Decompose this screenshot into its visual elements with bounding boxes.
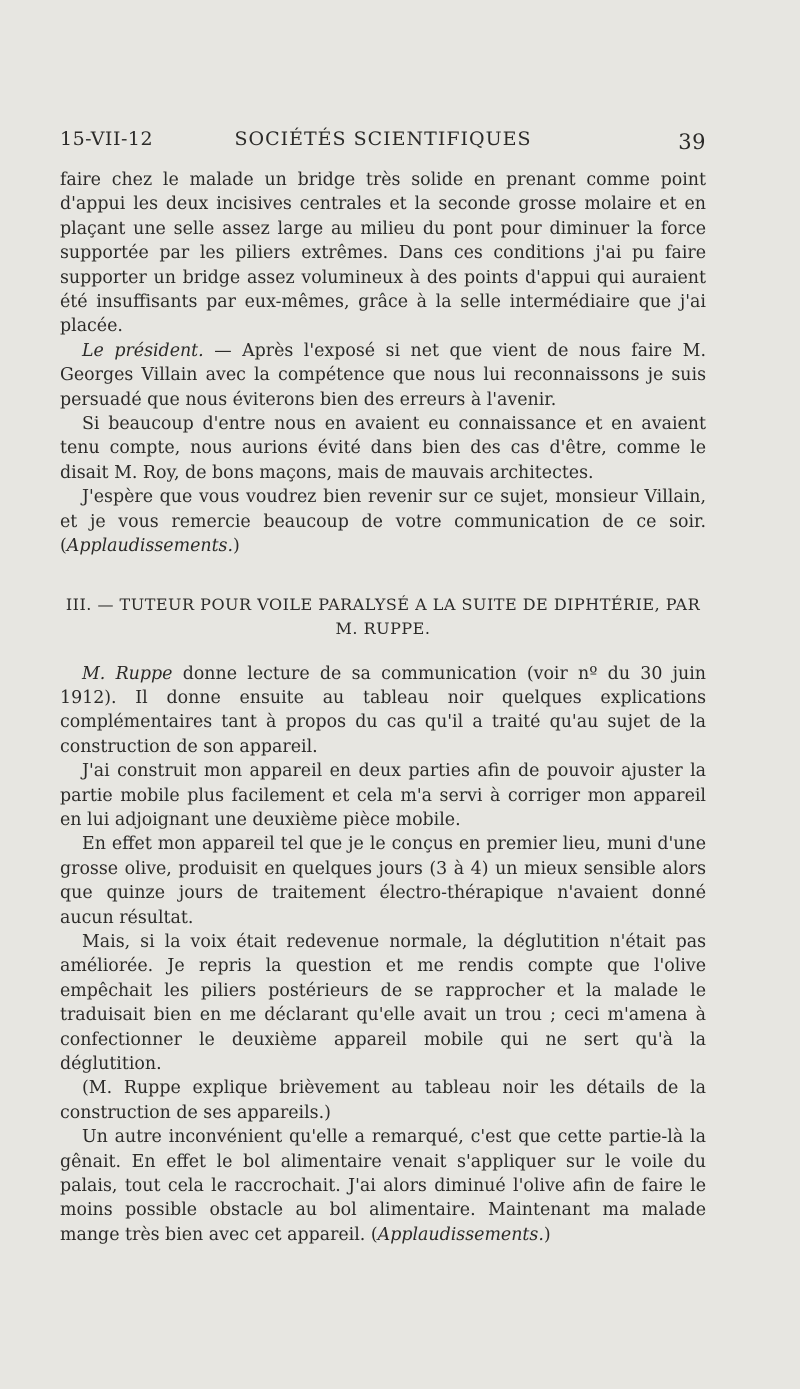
running-header <box>60 128 706 158</box>
speaker-name: Le président. <box>82 340 204 361</box>
header-title: SOCIÉTÉS SCIENTIFIQUES <box>234 128 532 150</box>
paragraph-text: ) <box>233 536 240 557</box>
applause-note: Applaudissements. <box>66 536 234 557</box>
paragraph <box>60 339 706 412</box>
page-body <box>60 168 706 1247</box>
paragraph <box>60 662 706 760</box>
paragraph <box>60 1125 706 1247</box>
section-title: III. — TUTEUR POUR VOILE PARALYSÉ A LA SUITE DE DIPHTÉRIE, PAR M. RUPPE. <box>65 594 701 638</box>
paragraph-text: donne lecture de sa communication (voir nº du 30 juin 1912). Il donne ensuite au tableau noir quelques explications complémentaires tant à propos du cas qu'il a traité qu'au sujet de la construction de son appareil. <box>60 663 707 757</box>
paragraph-text: Un autre inconvénient qu'elle a remarqué, c'est que cette partie-là la gênait. En effet le bol alimentaire venait s'appliquer sur le voile du palais, tout cela le raccrochait. J'ai alors diminué l'olive afin de faire le moins possible obstacle au bol alimentaire. Maintenant ma malade mange très bien avec cet appareil. ( <box>60 1127 706 1245</box>
paragraph: J'ai construit mon appareil en deux parties afin de pouvoir ajuster la partie mobile plus facilement et cela m'a servi à corriger mon appareil en lui adjoignant une deuxième pièce mobile. <box>60 761 706 830</box>
paragraph-text: ) <box>543 1224 551 1245</box>
paragraph-text: — Après l'exposé si net que vient de nous faire M. Georges Villain avec la compétence que nous lui reconnaissons je suis persuadé que nous éviterons bien des erreurs à l'avenir. <box>60 340 706 410</box>
paragraph-text: J'espère que vous voudrez bien revenir sur ce sujet, monsieur Villain, et je vous remercie beaucoup de votre communication de ce soir. ( <box>60 487 706 557</box>
header-date: 15-VII-12 <box>60 128 154 150</box>
applause-note: Applaudissements. <box>377 1224 544 1245</box>
paragraph: En effet mon appareil tel que je le conçus en premier lieu, muni d'une grosse olive, produisit en quelques jours (3 à 4) un mieux sensible alors que quinze jours de traitement électro-thérapique n'avaient donné aucun résultat. <box>60 834 706 928</box>
paragraph: faire chez le malade un bridge très solide en prenant comme point d'appui les deux incisives centrales et la seconde grosse molaire et en plaçant une selle assez large au milieu du pont pour diminuer la force supportée par les piliers extrêmes. Dans ces conditions j'ai pu faire supporter un bridge assez volumineux à des points d'appui qui auraient été insuffisants par eux-mêmes, grâce à la selle intermédiaire que j'ai placée. <box>60 170 706 337</box>
paragraph: Si beaucoup d'entre nous en avaient eu connaissance et en avaient tenu compte, nous aurions évité dans bien des cas d'être, comme le disait M. Roy, de bons maçons, mais de mauvais architectes. <box>60 414 706 483</box>
paragraph <box>60 485 706 558</box>
paragraph: (M. Ruppe explique brièvement au tableau noir les détails de la construction de ses appareils.) <box>60 1078 706 1123</box>
paragraph: Mais, si la voix était redevenue normale, la déglutition n'était pas améliorée. Je repris la question et me rendis compte que l'olive empêchait les piliers postérieurs de se rapprocher et la malade le traduisait bien en me déclarant qu'elle avait un trou ; ceci m'amena à confectionner le deuxième appareil mobile qui ne sert qu'à la déglutition. <box>60 931 706 1074</box>
speaker-name: M. Ruppe <box>82 663 173 684</box>
page-number: 39 <box>678 130 706 154</box>
